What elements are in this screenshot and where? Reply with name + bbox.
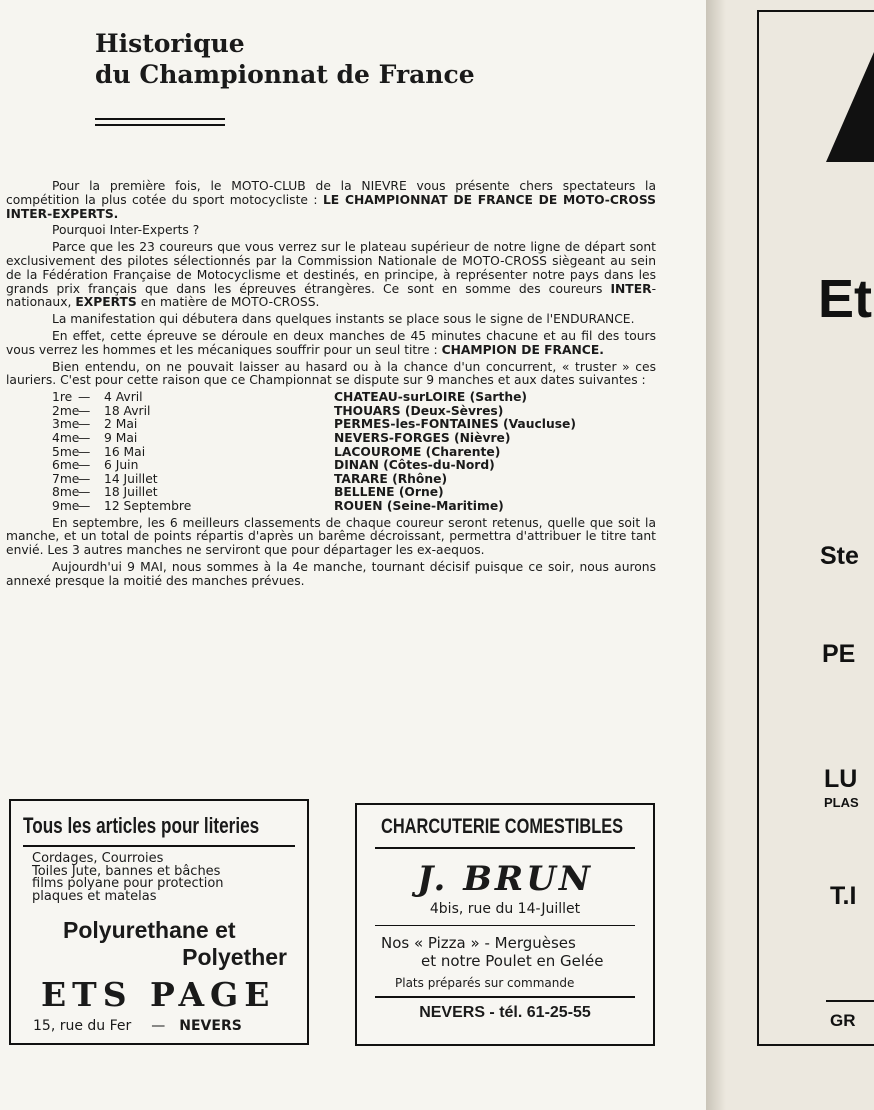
ad-highlight-2: Polyether	[182, 944, 287, 970]
right-text-2: Ste	[820, 542, 859, 570]
right-text-3: PE	[822, 640, 856, 668]
page-fold	[706, 0, 726, 1110]
article-body	[6, 180, 656, 591]
schedule-row: 9me — 12 Septembre ROUEN (Seine-Maritime)	[52, 498, 504, 513]
paragraph-scoring: En septembre, les 6 meilleurs classements de chaque coureur seront retenus, quelle que soit la manche, et un total de points répartis d'après un barême décroissant, permettra d'attribuer le titre tant envié. Les 3 autres manches ne serviront que pour départager les ex-aequos.	[6, 515, 656, 558]
article-title	[95, 28, 475, 90]
title-line-1: Historique	[95, 29, 245, 58]
ad-heading: Tous les articles pour literies	[23, 813, 260, 838]
paragraph-intro: Pour la première fois, le MOTO-CLUB de la NIEVRE vous présente chers spectateurs la compétition la plus cotée du sport motocycliste : LE CHAMPIONNAT DE FRANCE DE MOTO-CROSS INTER-EXPERTS.	[6, 179, 657, 221]
ets-page-logo: ETS PAGE	[41, 975, 276, 1014]
ad-specialty-2: et notre Poulet en Gelée	[421, 952, 604, 970]
schedule-row: 5me — 16 Mai LACOUROME (Charente)	[52, 444, 501, 459]
schedule-row: 2me — 18 Avril THOUARS (Deux-Sèvres)	[52, 403, 504, 418]
paragraph-endurance: La manifestation qui débutera dans quelques instants se place sous le signe de l'ENDURANCE.	[52, 312, 635, 327]
ad-phone: NEVERS - tél. 61-25-55	[419, 1004, 591, 1021]
schedule-row: 7me — 14 Juillet TARARE (Rhône)	[52, 471, 448, 486]
right-page-frame	[757, 10, 874, 1046]
title-line-2: du Championnat de France	[95, 60, 475, 89]
ad-divider	[375, 847, 635, 849]
ad-highlight-1: Polyurethane et	[63, 917, 236, 943]
right-text-7: GR	[830, 1011, 856, 1030]
ad-heading: CHARCUTERIE COMESTIBLES	[381, 815, 624, 838]
schedule-row: 3me — 2 Mai PERMES-les-FONTAINES (Vaucluse)	[52, 417, 577, 432]
ad-divider	[23, 845, 295, 847]
ad-note: Plats préparés sur commande	[395, 976, 575, 990]
right-text-5: PLAS	[824, 795, 859, 810]
schedule-list	[52, 391, 656, 513]
schedule-row: 1re — 4 Avril CHATEAU-surLOIRE (Sarthe)	[52, 390, 528, 405]
logo-triangle	[826, 52, 874, 162]
ad-divider	[375, 996, 635, 998]
right-text-4: LU	[824, 765, 858, 793]
title-rule-bottom	[95, 124, 225, 126]
paragraph-question: Pourquoi Inter-Experts ?	[52, 223, 200, 238]
shop-name: J. BRUN	[417, 859, 593, 899]
title-rule-top	[95, 118, 225, 120]
right-text-6: T.I	[830, 882, 857, 910]
ad-specialty-1: Nos « Pizza » - Merguèses	[381, 934, 576, 952]
paragraph-schedule-intro: Bien entendu, on ne pouvait laisser au hasard ou à la chance d'un concurrent, « truster » ces lauriers. C'est pour cette raison que ce Championnat se dispute sur 9 manches et aux dates suivantes :	[6, 359, 656, 388]
advertisement-literie	[9, 799, 309, 1045]
ad-divider	[375, 925, 635, 926]
schedule-row: 6me — 6 Juin DINAN (Côtes-du-Nord)	[52, 458, 495, 473]
right-text-1: Et	[818, 269, 872, 329]
paragraph-today: Aujourdh'ui 9 MAI, nous sommes à la 4e manche, tournant décisif puisque ce soir, nous aurons annexé presque la moitié des manches prévues.	[6, 559, 656, 588]
right-divider	[826, 1000, 874, 1002]
schedule-row: 4me — 9 Mai NEVERS-FORGES (Nièvre)	[52, 430, 511, 445]
paragraph-format: En effet, cette épreuve se déroule en deux manches de 45 minutes chacune et au fil des tours vous verrez les hommes et les mécaniques souffrir pour un seul titre : CHAMPION DE FRANCE.	[6, 328, 656, 357]
paragraph-explanation: Parce que les 23 coureurs que vous verrez sur le plateau supérieur de notre ligne de départ sont exclusivement des pilotes sélectionnés par la Commission Nationale de MOTO-CROSS siègeant au sein de la Fédération Française de Motocyclisme et destinés, en principe, à représenter notre pays dans les grands prix français que dans les épreuves étrangères. Ce sont en somme des coureurs INTER-nationaux, EXPERTS en matière de MOTO-CROSS.	[6, 240, 656, 310]
advertisement-charcuterie	[355, 803, 655, 1046]
ad-address: 15, rue du Fer — NEVERS	[33, 1018, 242, 1034]
schedule-row: 8me — 18 Juillet BELLENE (Orne)	[52, 485, 444, 500]
ad-address: 4bis, rue du 14-Juillet	[429, 901, 581, 917]
ad-product-list: Cordages, Courroies Toiles Jute, bannes et bâches films polyane pour protection plaques et matelas	[32, 851, 224, 904]
